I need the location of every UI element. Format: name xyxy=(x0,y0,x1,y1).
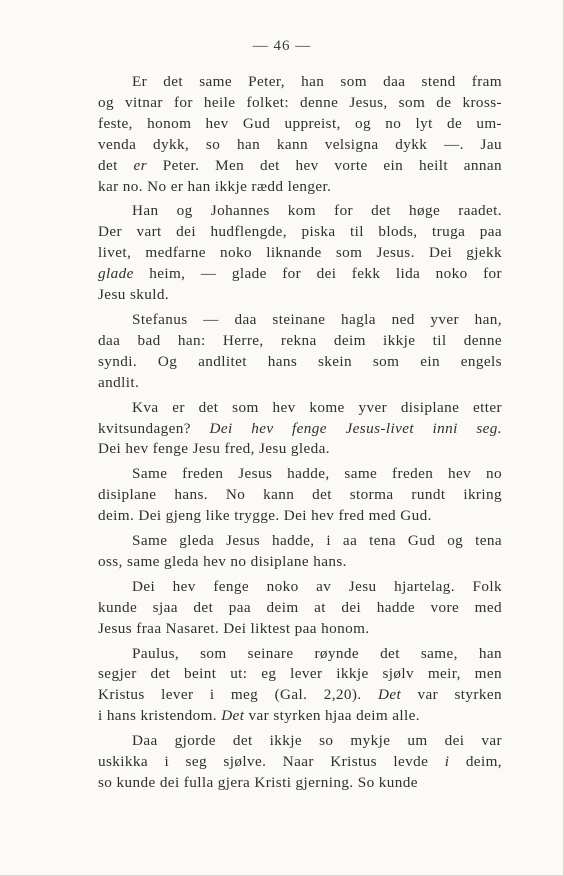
text-line xyxy=(98,773,502,794)
text-line xyxy=(98,506,502,527)
text-line xyxy=(98,331,502,352)
text-segment: Paulus, som seinare røynde det same, han xyxy=(132,644,502,662)
text-line xyxy=(98,156,502,177)
text-segment: daa bad han: Herre, rekna deim ikkje til denne xyxy=(98,331,502,349)
text-segment: heim, — glade for dei fekk lida noko for xyxy=(133,265,502,283)
italic-text: er xyxy=(133,156,147,174)
text-line xyxy=(98,373,502,394)
text-segment: Dei hev fenge noko av Jesu hjartelag. Folk xyxy=(132,577,502,595)
text-segment: Han og Johannes kom for det høge raadet. xyxy=(132,202,502,220)
text-segment: Kristus lever i meg (Gal. 2,20). xyxy=(98,686,378,704)
text-line xyxy=(98,685,502,706)
text-line xyxy=(98,552,502,573)
text-segment: segjer det beint ut: eg lever ikkje sjølv meir, men xyxy=(98,665,502,683)
text-line xyxy=(98,264,502,285)
text-segment: kar no. No er han ikkje rædd lenger. xyxy=(98,177,332,195)
text-segment: og vitnar for heile folket: denne Jesus, som de kross- xyxy=(98,93,502,111)
text-segment: Er det same Peter, han som daa stend fram xyxy=(132,73,502,90)
text-segment: disiplane hans. No kann det storma rundt ikring xyxy=(98,486,502,504)
text-line xyxy=(98,310,502,331)
text-segment: livet, medfarne noko liknande som Jesus. Dei gjekk xyxy=(98,244,502,262)
text-segment: andlit. xyxy=(98,373,140,391)
text-line xyxy=(98,177,502,198)
paragraph xyxy=(98,201,502,306)
text-line xyxy=(98,485,502,506)
text-segment: Der vart dei hudflengde, piska til blods, truga paa xyxy=(98,223,502,241)
text-line xyxy=(98,577,502,598)
paragraph xyxy=(98,577,502,640)
text-segment: det xyxy=(98,156,134,174)
paragraph xyxy=(98,644,502,728)
text-segment: Peter. Men det hev vorte ein heilt annan xyxy=(147,156,502,174)
text-segment: Stefanus — daa steinane hagla ned yver han, xyxy=(132,310,502,328)
text-segment: i hans kristendom. xyxy=(98,707,222,725)
text-segment: Same gleda Jesus hadde, i aa tena Gud og tena xyxy=(132,532,502,550)
paragraph xyxy=(98,398,502,461)
italic-text: Det xyxy=(377,686,402,704)
text-segment: kvitsundagen? xyxy=(98,419,210,437)
text-line xyxy=(98,419,502,440)
text-line xyxy=(98,752,502,773)
text-segment: so kunde dei fulla gjera Kristi gjerning. So kunde xyxy=(98,774,418,791)
text-line xyxy=(98,706,502,727)
text-line xyxy=(98,664,502,685)
text-line xyxy=(98,135,502,156)
text-line xyxy=(98,352,502,373)
text-segment: Daa gjorde det ikkje so mykje um dei var xyxy=(132,732,502,750)
text-line xyxy=(98,243,502,264)
text-line xyxy=(98,114,502,135)
text-segment: venda dykk, so han kann velsigna dykk —. Jau xyxy=(98,135,502,153)
text-line xyxy=(98,72,502,93)
text-segment: deim, xyxy=(449,753,502,771)
text-line xyxy=(98,464,502,485)
paragraph xyxy=(98,731,502,794)
text-segment: oss, same gleda hev no disiplane hans. xyxy=(98,552,347,570)
italic-text: i xyxy=(444,753,450,771)
body-text xyxy=(98,72,502,798)
text-segment: feste, honom hev Gud uppreist, og no lyt de um- xyxy=(98,114,502,132)
text-line xyxy=(98,619,502,640)
italic-text: glade xyxy=(98,265,134,283)
text-segment: var styrken hjaa deim alle. xyxy=(244,707,420,725)
text-line xyxy=(98,439,502,460)
text-line xyxy=(98,398,502,419)
paragraph xyxy=(98,464,502,527)
text-line xyxy=(98,93,502,114)
page-number: — 46 — xyxy=(252,38,312,54)
text-segment: Jesus fraa Nasaret. Dei liktest paa honom. xyxy=(98,619,370,637)
text-line xyxy=(98,201,502,222)
text-line xyxy=(98,531,502,552)
text-line xyxy=(98,285,502,306)
text-segment: uskikka i seg sjølve. Naar Kristus levde xyxy=(98,753,445,771)
text-segment: syndi. Og andlitet hans skein som ein engels xyxy=(98,352,502,370)
italic-text: Det xyxy=(221,707,245,725)
text-segment: Same freden Jesus hadde, same freden hev no xyxy=(132,465,502,483)
paragraph xyxy=(98,72,502,197)
italic-text: Dei hev fenge Jesus-livet inni seg. xyxy=(209,419,502,437)
text-line xyxy=(98,222,502,243)
text-segment: kunde sjaa det paa deim at dei hadde vore med xyxy=(98,598,502,616)
text-line xyxy=(98,598,502,619)
text-line xyxy=(98,731,502,752)
text-line xyxy=(98,644,502,665)
text-segment: Jesu skuld. xyxy=(98,286,170,304)
paragraph xyxy=(98,310,502,394)
text-segment: Dei hev fenge Jesu fred, Jesu gleda. xyxy=(98,440,331,458)
text-segment: var styrken xyxy=(401,686,502,704)
text-segment: deim. Dei gjeng like trygge. Dei hev fred med Gud. xyxy=(98,507,432,525)
paragraph xyxy=(98,531,502,573)
text-segment: Kva er det som hev kome yver disiplane etter xyxy=(132,398,502,416)
